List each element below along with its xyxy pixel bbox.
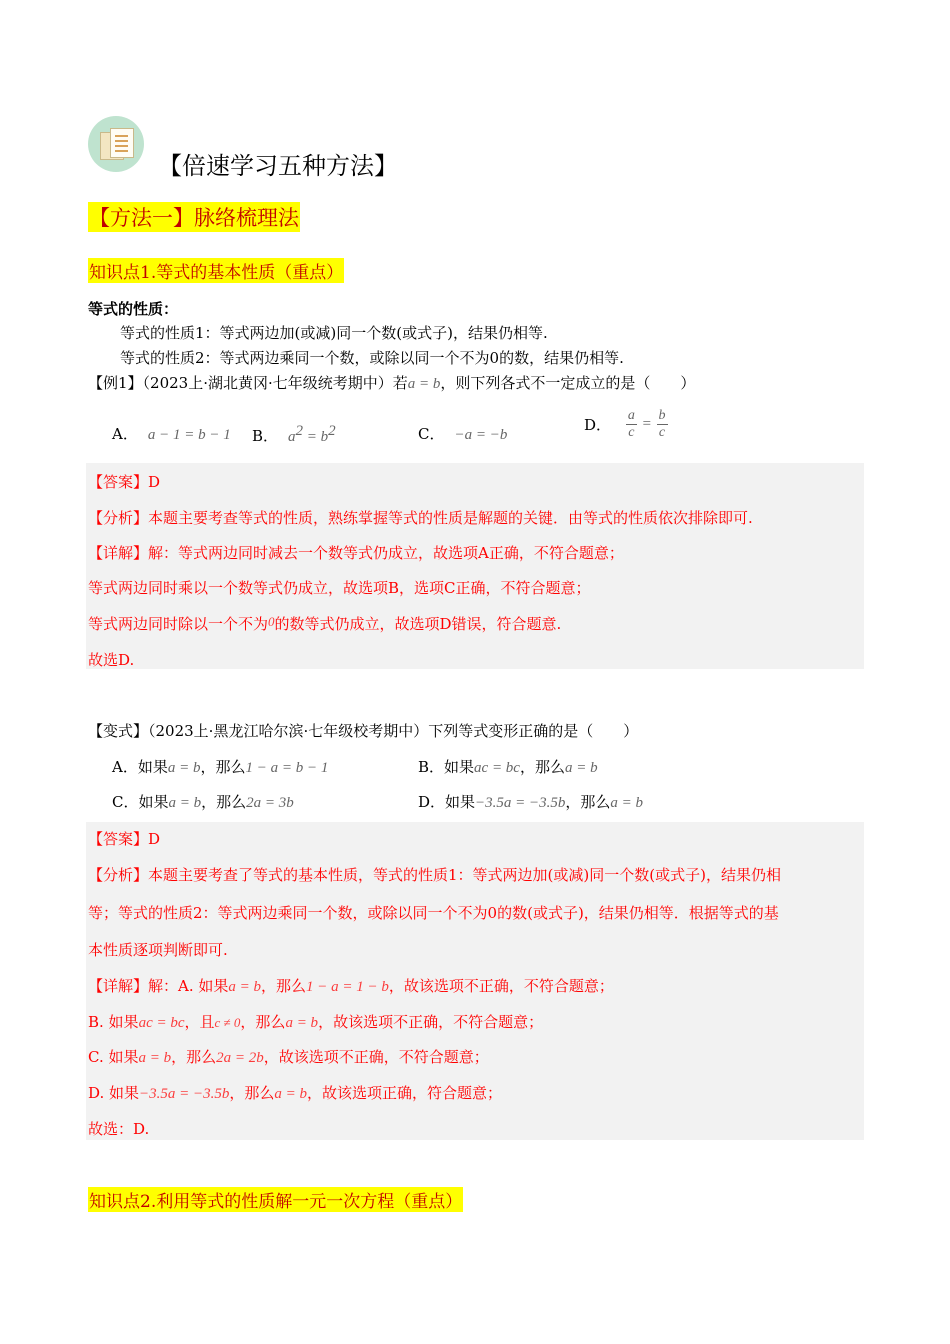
conclusion-1: 故选D. bbox=[88, 651, 135, 669]
variant-stem: 【变式】（2023上·黑龙江哈尔滨·七年级校考期中）下列等式变形正确的是（ ） bbox=[88, 722, 639, 740]
detail-2-d: D. 如果−3.5a = −3.5b，那么a = b，故该选项正确，符合题意； bbox=[88, 1084, 503, 1102]
analysis-1: 【分析】本题主要考查等式的性质，熟练掌握等式的性质是解题的关键．由等式的性质依次排除即可. bbox=[88, 509, 753, 527]
variant-option-d: D．如果−3.5a = −3.5b，那么a = b bbox=[418, 793, 644, 811]
answer-box-2 bbox=[86, 822, 864, 1140]
answer-2: 【答案】D bbox=[88, 830, 161, 848]
detail-1-line-3: 等式两边同时除以一个不为0的数等式仍成立，故选项D错误，符合题意. bbox=[88, 614, 562, 633]
variant-option-c: C．如果a = b，那么2a = 3b bbox=[112, 793, 294, 811]
answer-box-1 bbox=[86, 463, 864, 669]
method-heading: 【方法一】脉络梳理法 bbox=[88, 202, 300, 232]
detail-2-c: C. 如果a = b，那么2a = 2b，故该选项不正确，不符合题意； bbox=[88, 1048, 489, 1066]
conclusion-2: 故选：D. bbox=[88, 1120, 150, 1138]
knowledge-point-1: 知识点1.等式的基本性质（重点） bbox=[88, 258, 344, 283]
detail-2-a: 【详解】解：A. 如果a = b，那么1 − a = 1 − b，故该选项不正确，不符合题意； bbox=[88, 977, 614, 995]
option-b: B． $a^2 = b^2$ bbox=[252, 423, 336, 445]
detail-1-line-2: 等式两边同时乘以一个数等式仍成立，故选项B，选项C正确，不符合题意； bbox=[88, 579, 591, 597]
variant-option-b: B．如果ac = bc，那么a = b bbox=[418, 758, 598, 776]
document-icon bbox=[88, 116, 144, 172]
option-d: D． $\frac{a}{c}$ = $\frac{b}{c}$ bbox=[584, 408, 666, 440]
analysis-2-line-2: 等；等式的性质2：等式两边乘同一个数，或除以同一个不为0的数(或式子)，结果仍相等．根据等式的基 bbox=[88, 904, 779, 922]
variant-option-a: A．如果a = b，那么1 − a = b − 1 bbox=[112, 758, 329, 776]
option-a: A． a − 1 = b − 1 bbox=[112, 425, 231, 443]
properties-heading: 等式的性质： bbox=[88, 300, 179, 318]
option-c: C． −a = −b bbox=[418, 425, 508, 443]
analysis-2-line-3: 本性质逐项判断即可. bbox=[88, 941, 228, 959]
stem-math: a = b bbox=[407, 376, 441, 392]
detail-2-b: B. 如果ac = bc，且c ≠ 0，那么a = b，故该选项不正确，不符合题意； bbox=[88, 1013, 544, 1031]
property-2: 等式的性质2：等式两边乘同一个数，或除以同一个不为0的数，结果仍相等. bbox=[120, 349, 624, 367]
property-1: 等式的性质1：等式两边加(或减)同一个数(或式子)，结果仍相等. bbox=[120, 324, 548, 342]
knowledge-point-2: 知识点2.利用等式的性质解一元一次方程（重点） bbox=[88, 1187, 463, 1212]
detail-1-line-1: 【详解】解：等式两边同时减去一个数等式仍成立，故选项A正确，不符合题意； bbox=[88, 544, 624, 562]
example-1-stem: 【例1】（2023上·湖北黄冈·七年级统考期中）若a = b，则下列各式不一定成立的是（ ） bbox=[88, 374, 696, 392]
analysis-2-line-1: 【分析】本题主要考查了等式的基本性质，等式的性质1：等式两边加(或减)同一个数(或式子)，结果仍相 bbox=[88, 866, 781, 884]
answer-1: 【答案】D bbox=[88, 473, 161, 491]
page-title: 【倍速学习五种方法】 bbox=[158, 152, 398, 180]
